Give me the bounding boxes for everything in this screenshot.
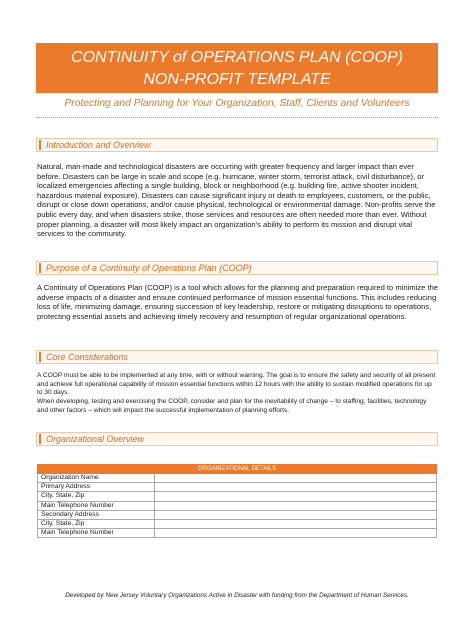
row-label: City, State, Zip [38,519,155,528]
table-row [38,501,437,510]
subtitle: Protecting and Planning for Your Organization, Staff, Clients and Volunteers [64,98,410,109]
row-label: Primary Address [38,483,155,492]
title-banner [36,43,438,93]
table-row [38,510,437,519]
table-row [38,483,437,492]
row-label: Secondary Address [38,510,155,519]
row-label: City, State, Zip [38,492,155,501]
organizational-details-table [37,464,437,538]
section-heading-org [36,432,438,446]
section-heading-label: Core Considerations [46,352,129,362]
heading-accent-bar [39,140,41,150]
row-value-field[interactable] [155,510,437,519]
section-heading-label: Organizational Overview [46,434,145,444]
table-row [38,529,437,538]
table-row [38,474,437,483]
row-label: Main Telephone Number [38,529,155,538]
title-line-2: NON-PROFIT TEMPLATE [143,71,331,88]
intro-paragraph: Natural, man-made and technological disasters are occurring with greater frequency and larger impact than ever before. Disasters can be large in scale and scope (e.g. hurricane, winter storm, terrorist attack, civil disturbance), or localized emergencies affecting a single building, block or neighborhood (e.g. building fire, active shooter incident, hazardous material exposure). Disasters can cause significant injury or death to employees, customers, or the public, disrupt or close down operations, and/or cause physical, technological or environmental damage. Non-profits serve the public every day, and when disasters strike, those services and resources are often needed more than ever. Without proper planning, a disaster will most likely impact an organization's ability to perform its mission and disrupt vital services to the community. [37,162,436,239]
table-header-row [38,465,437,474]
purpose-paragraph: A Continuity of Operations Plan (COOP) is a tool which allows for the planning and preparation required to minimize the adverse impacts of a disaster and ensure continued performance of mission essential functions. This includes reducing loss of life, minimizing damage, ensuring succession of key leadership, restore or mitigating disruptions to operations, protecting essential assets and achieving timely recovery and resumption of regular organizational operations. [37,283,438,321]
section-heading-purpose [36,261,438,275]
row-value-field[interactable] [155,492,437,501]
divider [36,117,438,118]
title-line-1: CONTINUITY of OPERATIONS PLAN (COOP) [71,49,403,66]
row-value-field[interactable] [155,519,437,528]
heading-accent-bar [39,263,41,273]
section-heading-label: Introduction and Overview [46,140,151,150]
section-heading-intro [36,138,438,152]
heading-accent-bar [39,352,41,362]
row-value-field[interactable] [155,529,437,538]
row-label: Organization Name [38,474,155,483]
row-value-field[interactable] [155,483,437,492]
row-value-field[interactable] [155,474,437,483]
footer-note: Developed by New Jersey Voluntary Organizations Active in Disaster with funding from the Department of Human Services. [65,592,409,599]
row-value-field[interactable] [155,501,437,510]
table-title: ORGANIZATIONAL DETAILS [38,465,437,474]
table-row [38,492,437,501]
table-row [38,519,437,528]
section-heading-label: Purpose of a Continuity of Operations Plan (COOP) [46,263,252,273]
core-paragraph-2: When developing, testing and exercising the COOP, consider and plan for the inevitability of change – to staffing, facilities, technology and other factors – which will impact the successful implementation of planning efforts. [37,398,427,414]
row-label: Main Telephone Number [38,501,155,510]
core-paragraph-1: A COOP must be able to be implemented at any time, with or without warning. The goal is to ensure the safety and security of all present and achieve full operational capability of mission essential functions within 12 hours with the ability to sustain modified operations for up to 30 days. [37,372,436,397]
section-heading-core [36,350,438,364]
heading-accent-bar [39,434,41,444]
